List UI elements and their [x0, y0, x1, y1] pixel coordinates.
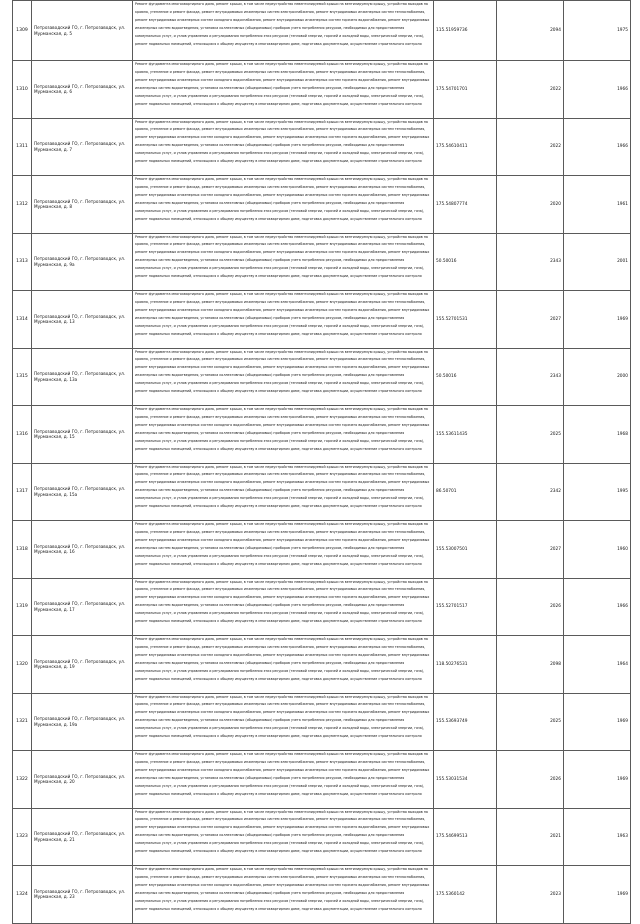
repair-works-description-cell [133, 233, 434, 291]
row-number-cell [13, 118, 32, 176]
commissioning-year-cell [564, 521, 631, 579]
repair-cost-cell [434, 1, 497, 61]
repair-cost: 175.54701701 [436, 86, 468, 92]
row-number: 1317 [16, 489, 28, 495]
repair-cost-cell [434, 693, 497, 751]
house-area-cell [497, 463, 564, 521]
repair-works-description-cell [133, 693, 434, 751]
house-area-cell [497, 808, 564, 866]
commissioning-year-cell [564, 636, 631, 694]
house-address: Петрозаводский ГО, г. Петрозаводск, ул. Мурманская, д. 23 [34, 888, 126, 900]
table-row [13, 751, 631, 809]
repair-cost-cell [434, 808, 497, 866]
house-address-cell [32, 808, 133, 866]
repair-works-description: Ремонт фундамента многоквартирного дома, ремонт крыши, в том числе переустройство невентилируемой крыши на вентилируемую крышу, устройство выходов на кровлю, утепление и ремонт фасада, ремонт внутридомовых инженерных систем электроснабжения, ремонт внутридомовых инженерных систем теплоснабжения, ремонт внутридомовых инженерных систем холодного водоснабжения, ремонт внутридомовых инженерных систем горячего водоснабжения, ремонт внутридомовых инженерных систем водоотведения, установка коллективных (общедомовых) приборов учета потребления ресурсов, необходимых для предоставления коммунальных услуг, и узлов управления и регулирования потребления этих ресурсов (тепловой энергии, горячей и холодной воды, электрической энергии, газа), ремонт подвальных помещений, относящихся к общему имуществу в многоквартирном доме, подготовка документации, осуществление строительного контроля [135, 809, 430, 854]
house-address-cell [32, 348, 133, 406]
repair-works-description-cell [133, 291, 434, 349]
house-area: 2021 [550, 834, 561, 840]
commissioning-year-cell [564, 291, 631, 349]
repair-works-description-cell [133, 61, 434, 119]
house-address-cell [32, 176, 133, 234]
row-number-cell [13, 291, 32, 349]
repair-cost: 118.50276531 [436, 661, 468, 667]
repair-works-description: Ремонт фундамента многоквартирного дома, ремонт крыши, в том числе переустройство невентилируемой крыши на вентилируемую крышу, устройство выходов на кровлю, утепление и ремонт фасада, ремонт внутридомовых инженерных систем электроснабжения, ремонт внутридомовых инженерных систем теплоснабжения, ремонт внутридомовых инженерных систем холодного водоснабжения, ремонт внутридомовых инженерных систем горячего водоснабжения, ремонт внутридомовых инженерных систем водоотведения, установка коллективных (общедомовых) приборов учета потребления ресурсов, необходимых для предоставления коммунальных услуг, и узлов управления и регулирования потребления этих ресурсов (тепловой энергии, горячей и холодной воды, электрической энергии, газа), ремонт подвальных помещений, относящихся к общему имуществу в многоквартирном доме, подготовка документации, осуществление строительного контроля [135, 637, 430, 681]
commissioning-year: 2001 [617, 259, 628, 265]
row-number: 1314 [16, 316, 28, 322]
table-row [13, 636, 631, 694]
house-address: Петрозаводский ГО, г. Петрозаводск, ул. Мурманская, д. 9а [34, 256, 126, 267]
house-area: 2023 [550, 891, 561, 897]
table-row [13, 233, 631, 291]
table-row [13, 808, 631, 866]
repair-cost: 50.50016 [436, 259, 457, 265]
commissioning-year-cell [564, 348, 631, 406]
capital-repair-table [12, 0, 631, 924]
commissioning-year: 1966 [617, 604, 628, 610]
row-number-cell [13, 866, 32, 924]
repair-cost: 155.52701531 [436, 316, 468, 322]
row-number-cell [13, 348, 32, 406]
table-row [13, 406, 631, 464]
repair-cost-cell [434, 751, 497, 809]
house-area-cell [497, 406, 564, 464]
commissioning-year: 1969 [617, 891, 628, 897]
house-area: 2098 [550, 661, 561, 667]
house-area-cell [497, 348, 564, 406]
row-number: 1324 [16, 891, 28, 897]
repair-cost: 155.52701517 [436, 604, 468, 610]
repair-cost-cell [434, 521, 497, 579]
repair-works-description-cell [133, 751, 434, 809]
repair-cost-cell [434, 176, 497, 234]
repair-works-description-cell [133, 406, 434, 464]
repair-works-description-cell [133, 808, 434, 866]
repair-works-description-cell [133, 866, 434, 924]
repair-cost: 155.53031534 [436, 776, 468, 782]
table-row [13, 521, 631, 579]
table-row [13, 693, 631, 751]
repair-works-description: Ремонт фундамента многоквартирного дома, ремонт крыши, в том числе переустройство невентилируемой крыши на вентилируемую крышу, устройство выходов на кровлю, утепление и ремонт фасада, ремонт внутридомовых инженерных систем электроснабжения, ремонт внутридомовых инженерных систем теплоснабжения, ремонт внутридомовых инженерных систем холодного водоснабжения, ремонт внутридомовых инженерных систем горячего водоснабжения, ремонт внутридомовых инженерных систем водоотведения, установка коллективных (общедомовых) приборов учета потребления ресурсов, необходимых для предоставления коммунальных услуг, и узлов управления и регулирования потребления этих ресурсов (тепловой энергии, горячей и холодной воды, электрической энергии, газа), ремонт подвальных помещений, относящихся к общему имуществу в многоквартирном доме, подготовка документации, осуществление строительного контроля [135, 522, 430, 566]
repair-cost: 175.54610411 [436, 144, 468, 150]
repair-cost-cell [434, 61, 497, 119]
house-address-cell [32, 406, 133, 464]
house-address: Петрозаводский ГО, г. Петрозаводск, ул. Мурманская, д. 6 [34, 83, 126, 95]
house-area-cell [497, 521, 564, 579]
row-number-cell [13, 636, 32, 694]
house-area: 2022 [550, 144, 561, 150]
row-number: 1320 [16, 661, 28, 667]
repair-cost-cell [434, 406, 497, 464]
row-number: 1309 [16, 28, 28, 33]
row-number-cell [13, 463, 32, 521]
house-area: 2020 [550, 201, 561, 207]
house-address: Петрозаводский ГО, г. Петрозаводск, ул. Мурманская, д. 8 [34, 198, 126, 210]
commissioning-year: 1968 [617, 431, 628, 437]
house-address: Петрозаводский ГО, г. Петрозаводск, ул. Мурманская, д. 15 [34, 428, 126, 440]
repair-works-description: Ремонт фундамента многоквартирного дома, ремонт крыши, в том числе переустройство невентилируемой крыши на вентилируемую крышу, устройство выходов на кровлю, утепление и ремонт фасада, ремонт внутридомовых инженерных систем электроснабжения, ремонт внутридомовых инженерных систем теплоснабжения, ремонт внутридомовых инженерных систем холодного водоснабжения, ремонт внутридомовых инженерных систем горячего водоснабжения, ремонт внутридомовых инженерных систем водоотведения, установка коллективных (общедомовых) приборов учета потребления ресурсов, необходимых для предоставления коммунальных услуг, и узлов управления и регулирования потребления этих ресурсов (тепловой энергии, горячей и холодной воды, электрической энергии, газа), ремонт подвальных помещений, относящихся к общему имуществу в многоквартирном доме, подготовка документации, осуществление строительного контроля [135, 867, 430, 911]
repair-works-description: Ремонт фундамента многоквартирного дома, ремонт крыши, в том числе переустройство невентилируемой крыши на вентилируемую крышу, устройство выходов на кровлю, утепление и ремонт фасада, ремонт внутридомовых инженерных систем электроснабжения, ремонт внутридомовых инженерных систем теплоснабжения, ремонт внутридомовых инженерных систем холодного водоснабжения, ремонт внутридомовых инженерных систем горячего водоснабжения, ремонт внутридомовых инженерных систем водоотведения, установка коллективных (общедомовых) приборов учета потребления ресурсов, необходимых для предоставления коммунальных услуг, и узлов управления и регулирования потребления этих ресурсов (тепловой энергии, горячей и холодной воды, электрической энергии, газа), ремонт подвальных помещений, относящихся к общему имуществу в многоквартирном доме, подготовка документации, осуществление строительного контроля [135, 579, 430, 624]
table-row [13, 463, 631, 521]
house-area-cell [497, 751, 564, 809]
commissioning-year-cell [564, 406, 631, 464]
house-area: 2027 [550, 316, 561, 322]
repair-works-description-cell [133, 636, 434, 694]
commissioning-year: 1969 [617, 316, 628, 322]
commissioning-year-cell [564, 693, 631, 751]
commissioning-year-cell [564, 176, 631, 234]
row-number-cell [13, 176, 32, 234]
house-address: Петрозаводский ГО, г. Петрозаводск, ул. Мурманская, д. 7 [34, 141, 126, 152]
row-number: 1312 [16, 201, 28, 207]
house-area: 2342 [550, 489, 561, 495]
repair-cost-cell [434, 463, 497, 521]
repair-works-description: Ремонт фундамента многоквартирного дома, ремонт крыши, в том числе переустройство невентилируемой крыши на вентилируемую крышу, устройство выходов на кровлю, утепление и ремонт фасада, ремонт внутридомовых инженерных систем электроснабжения, ремонт внутридомовых инженерных систем теплоснабжения, ремонт внутридомовых инженерных систем холодного водоснабжения, ремонт внутридомовых инженерных систем горячего водоснабжения, ремонт внутридомовых инженерных систем водоотведения, установка коллективных (общедомовых) приборов учета потребления ресурсов, необходимых для предоставления коммунальных услуг, и узлов управления и регулирования потребления этих ресурсов (тепловой энергии, горячей и холодной воды, электрической энергии, газа), ремонт подвальных помещений, относящихся к общему имуществу в многоквартирном доме, подготовка документации, осуществление строительного контроля [135, 292, 430, 336]
row-number: 1319 [16, 604, 28, 610]
row-number-cell [13, 693, 32, 751]
row-number: 1310 [16, 86, 28, 92]
repair-works-description-cell [133, 1, 434, 61]
repair-works-description: Ремонт фундамента многоквартирного дома, ремонт крыши, в том числе переустройство невентилируемой крыши на вентилируемую крышу, устройство выходов на кровлю, утепление и ремонт фасада, ремонт внутридомовых инженерных систем электроснабжения, ремонт внутридомовых инженерных систем теплоснабжения, ремонт внутридомовых инженерных систем холодного водоснабжения, ремонт внутридомовых инженерных систем горячего водоснабжения, ремонт внутридомовых инженерных систем водоотведения, установка коллективных (общедомовых) приборов учета потребления ресурсов, необходимых для предоставления коммунальных услуг, и узлов управления и регулирования потребления этих ресурсов (тепловой энергии, горячей и холодной воды, электрической энергии, газа), ремонт подвальных помещений, относящихся к общему имуществу в многоквартирном доме, подготовка документации, осуществление строительного контроля [135, 464, 430, 509]
row-number-cell [13, 61, 32, 119]
commissioning-year: 1960 [617, 546, 628, 552]
house-area-cell [497, 1, 564, 61]
repair-works-description: Ремонт фундамента многоквартирного дома, ремонт крыши, в том числе переустройство невентилируемой крыши на вентилируемую крышу, устройство выходов на кровлю, утепление и ремонт фасада, ремонт внутридомовых инженерных систем электроснабжения, ремонт внутридомовых инженерных систем теплоснабжения, ремонт внутридомовых инженерных систем холодного водоснабжения, ремонт внутридомовых инженерных систем горячего водоснабжения, ремонт внутридомовых инженерных систем водоотведения, установка коллективных (общедомовых) приборов учета потребления ресурсов, необходимых для предоставления коммунальных услуг, и узлов управления и регулирования потребления этих ресурсов (тепловой энергии, горячей и холодной воды, электрической энергии, газа), ремонт подвальных помещений, относящихся к общему имуществу в многоквартирном доме, подготовка документации, осуществление строительного контроля [135, 177, 430, 221]
row-number-cell [13, 521, 32, 579]
row-number-cell [13, 233, 32, 291]
repair-cost: 175.5360142 [436, 891, 465, 897]
commissioning-year-cell [564, 1, 631, 61]
house-area: 2343 [550, 259, 561, 265]
repair-cost-cell [434, 348, 497, 406]
house-address-cell [32, 693, 133, 751]
table-row [13, 291, 631, 349]
house-area: 2026 [550, 604, 561, 610]
repair-cost: 115.51959736 [436, 28, 468, 33]
table-row [13, 1, 631, 61]
table-row [13, 176, 631, 234]
repair-works-description: Ремонт фундамента многоквартирного дома, ремонт крыши, в том числе переустройство невентилируемой крыши на вентилируемую крышу, устройство выходов на кровлю, утепление и ремонт фасада, ремонт внутридомовых инженерных систем электроснабжения, ремонт внутридомовых инженерных систем теплоснабжения, ремонт внутридомовых инженерных систем холодного водоснабжения, ремонт внутридомовых инженерных систем горячего водоснабжения, ремонт внутридомовых инженерных систем водоотведения, установка коллективных (общедомовых) приборов учета потребления ресурсов, необходимых для предоставления коммунальных услуг, и узлов управления и регулирования потребления этих ресурсов (тепловой энергии, горячей и холодной воды, электрической энергии, газа), ремонт подвальных помещений, относящихся к общему имуществу в многоквартирном доме, подготовка документации, осуществление строительного контроля [135, 2, 430, 46]
house-area-cell [497, 693, 564, 751]
commissioning-year: 1969 [617, 719, 628, 725]
commissioning-year-cell [564, 808, 631, 866]
repair-works-description: Ремонт фундамента многоквартирного дома, ремонт крыши, в том числе переустройство невентилируемой крыши на вентилируемую крышу, устройство выходов на кровлю, утепление и ремонт фасада, ремонт внутридомовых инженерных систем электроснабжения, ремонт внутридомовых инженерных систем теплоснабжения, ремонт внутридомовых инженерных систем холодного водоснабжения, ремонт внутридомовых инженерных систем горячего водоснабжения, ремонт внутридомовых инженерных систем водоотведения, установка коллективных (общедомовых) приборов учета потребления ресурсов, необходимых для предоставления коммунальных услуг, и узлов управления и регулирования потребления этих ресурсов (тепловой энергии, горячей и холодной воды, электрической энергии, газа), ремонт подвальных помещений, относящихся к общему имуществу в многоквартирном доме, подготовка документации, осуществление строительного контроля [135, 234, 430, 279]
commissioning-year-cell [564, 233, 631, 291]
document-page [12, 0, 628, 924]
repair-works-description: Ремонт фундамента многоквартирного дома, ремонт крыши, в том числе переустройство невентилируемой крыши на вентилируемую крышу, устройство выходов на кровлю, утепление и ремонт фасада, ремонт внутридомовых инженерных систем электроснабжения, ремонт внутридомовых инженерных систем теплоснабжения, ремонт внутридомовых инженерных систем холодного водоснабжения, ремонт внутридомовых инженерных систем горячего водоснабжения, ремонт внутридомовых инженерных систем водоотведения, установка коллективных (общедомовых) приборов учета потребления ресурсов, необходимых для предоставления коммунальных услуг, и узлов управления и регулирования потребления этих ресурсов (тепловой энергии, горячей и холодной воды, электрической энергии, газа), ремонт подвальных помещений, относящихся к общему имуществу в многоквартирном доме, подготовка документации, осуществление строительного контроля [135, 407, 430, 451]
house-area: 2027 [550, 546, 561, 552]
house-address: Петрозаводский ГО, г. Петрозаводск, ул. Мурманская, д. 15а [34, 486, 126, 497]
repair-works-description-cell [133, 176, 434, 234]
commissioning-year-cell [564, 578, 631, 636]
repair-cost: 155.53611435 [436, 431, 468, 437]
repair-cost: 175.54807774 [436, 201, 468, 207]
house-address-cell [32, 866, 133, 924]
house-area-cell [497, 291, 564, 349]
table-row [13, 578, 631, 636]
repair-works-description: Ремонт фундамента многоквартирного дома, ремонт крыши, в том числе переустройство невентилируемой крыши на вентилируемую крышу, устройство выходов на кровлю, утепление и ремонт фасада, ремонт внутридомовых инженерных систем электроснабжения, ремонт внутридомовых инженерных систем теплоснабжения, ремонт внутридомовых инженерных систем холодного водоснабжения, ремонт внутридомовых инженерных систем горячего водоснабжения, ремонт внутридомовых инженерных систем водоотведения, установка коллективных (общедомовых) приборов учета потребления ресурсов, необходимых для предоставления коммунальных услуг, и узлов управления и регулирования потребления этих ресурсов (тепловой энергии, горячей и холодной воды, электрической энергии, газа), ремонт подвальных помещений, относящихся к общему имуществу в многоквартирном доме, подготовка документации, осуществление строительного контроля [135, 694, 430, 739]
table-body [13, 1, 631, 924]
commissioning-year-cell [564, 118, 631, 176]
house-address-cell [32, 291, 133, 349]
house-address-cell [32, 636, 133, 694]
repair-cost-cell [434, 578, 497, 636]
repair-works-description: Ремонт фундамента многоквартирного дома, ремонт крыши, в том числе переустройство невентилируемой крыши на вентилируемую крышу, устройство выходов на кровлю, утепление и ремонт фасада, ремонт внутридомовых инженерных систем электроснабжения, ремонт внутридомовых инженерных систем теплоснабжения, ремонт внутридомовых инженерных систем холодного водоснабжения, ремонт внутридомовых инженерных систем горячего водоснабжения, ремонт внутридомовых инженерных систем водоотведения, установка коллективных (общедомовых) приборов учета потребления ресурсов, необходимых для предоставления коммунальных услуг, и узлов управления и регулирования потребления этих ресурсов (тепловой энергии, горячей и холодной воды, электрической энергии, газа), ремонт подвальных помещений, относящихся к общему имуществу в многоквартирном доме, подготовка документации, осуществление строительного контроля [135, 62, 430, 106]
commissioning-year-cell [564, 61, 631, 119]
table-row [13, 866, 631, 924]
repair-works-description-cell [133, 118, 434, 176]
row-number-cell [13, 578, 32, 636]
commissioning-year: 1975 [617, 28, 628, 33]
repair-works-description-cell [133, 463, 434, 521]
house-area: 2094 [550, 28, 561, 33]
row-number: 1321 [16, 719, 28, 725]
repair-works-description: Ремонт фундамента многоквартирного дома, ремонт крыши, в том числе переустройство невентилируемой крыши на вентилируемую крышу, устройство выходов на кровлю, утепление и ремонт фасада, ремонт внутридомовых инженерных систем электроснабжения, ремонт внутридомовых инженерных систем теплоснабжения, ремонт внутридомовых инженерных систем холодного водоснабжения, ремонт внутридомовых инженерных систем горячего водоснабжения, ремонт внутридомовых инженерных систем водоотведения, установка коллективных (общедомовых) приборов учета потребления ресурсов, необходимых для предоставления коммунальных услуг, и узлов управления и регулирования потребления этих ресурсов (тепловой энергии, горячей и холодной воды, электрической энергии, газа), ремонт подвальных помещений, относящихся к общему имуществу в многоквартирном доме, подготовка документации, осуществление строительного контроля [135, 349, 430, 394]
row-number: 1313 [16, 259, 28, 265]
row-number: 1318 [16, 546, 28, 552]
house-address: Петрозаводский ГО, г. Петрозаводск, ул. Мурманская, д. 5 [34, 25, 126, 36]
repair-works-description: Ремонт фундамента многоквартирного дома, ремонт крыши, в том числе переустройство невентилируемой крыши на вентилируемую крышу, устройство выходов на кровлю, утепление и ремонт фасада, ремонт внутридомовых инженерных систем электроснабжения, ремонт внутридомовых инженерных систем теплоснабжения, ремонт внутридомовых инженерных систем холодного водоснабжения, ремонт внутридомовых инженерных систем горячего водоснабжения, ремонт внутридомовых инженерных систем водоотведения, установка коллективных (общедомовых) приборов учета потребления ресурсов, необходимых для предоставления коммунальных услуг, и узлов управления и регулирования потребления этих ресурсов (тепловой энергии, горячей и холодной воды, электрической энергии, газа), ремонт подвальных помещений, относящихся к общему имуществу в многоквартирном доме, подготовка документации, осуществление строительного контроля [135, 119, 430, 164]
house-area-cell [497, 61, 564, 119]
table-row [13, 118, 631, 176]
house-address: Петрозаводский ГО, г. Петрозаводск, ул. Мурманская, д. 21 [34, 831, 126, 842]
house-area-cell [497, 866, 564, 924]
row-number: 1323 [16, 834, 28, 840]
repair-cost-cell [434, 866, 497, 924]
repair-cost-cell [434, 233, 497, 291]
commissioning-year: 1966 [617, 144, 628, 150]
commissioning-year: 1963 [617, 834, 628, 840]
house-address-cell [32, 61, 133, 119]
table-row [13, 61, 631, 119]
row-number: 1311 [16, 144, 28, 150]
house-address-cell [32, 463, 133, 521]
house-area-cell [497, 233, 564, 291]
house-address-cell [32, 1, 133, 61]
repair-works-description-cell [133, 348, 434, 406]
commissioning-year: 1961 [617, 201, 628, 207]
house-area-cell [497, 176, 564, 234]
house-address: Петрозаводский ГО, г. Петрозаводск, ул. Мурманская, д. 13а [34, 371, 126, 382]
repair-cost: 155.53007501 [436, 546, 468, 552]
house-address: Петрозаводский ГО, г. Петрозаводск, ул. Мурманская, д. 19 [34, 658, 126, 670]
house-address: Петрозаводский ГО, г. Петрозаводск, ул. Мурманская, д. 19а [34, 716, 126, 727]
house-address-cell [32, 118, 133, 176]
repair-cost: 175.54699513 [436, 834, 468, 840]
row-number: 1322 [16, 776, 28, 782]
commissioning-year-cell [564, 751, 631, 809]
house-area: 2025 [550, 719, 561, 725]
commissioning-year: 1966 [617, 86, 628, 92]
house-address-cell [32, 578, 133, 636]
house-area: 2022 [550, 86, 561, 92]
row-number-cell [13, 751, 32, 809]
house-address-cell [32, 521, 133, 579]
house-area: 2343 [550, 374, 561, 380]
house-address: Петрозаводский ГО, г. Петрозаводск, ул. Мурманская, д. 17 [34, 601, 126, 612]
table-row [13, 348, 631, 406]
commissioning-year: 1964 [617, 661, 628, 667]
commissioning-year-cell [564, 866, 631, 924]
commissioning-year: 1969 [617, 776, 628, 782]
house-address: Петрозаводский ГО, г. Петрозаводск, ул. Мурманская, д. 16 [34, 543, 126, 555]
repair-cost-cell [434, 291, 497, 349]
row-number: 1315 [16, 374, 28, 380]
row-number: 1316 [16, 431, 28, 437]
repair-cost-cell [434, 636, 497, 694]
house-area: 2025 [550, 431, 561, 437]
repair-cost: 155.53693749 [436, 719, 468, 725]
commissioning-year: 1995 [617, 489, 628, 495]
house-area-cell [497, 118, 564, 176]
repair-works-description: Ремонт фундамента многоквартирного дома, ремонт крыши, в том числе переустройство невентилируемой крыши на вентилируемую крышу, устройство выходов на кровлю, утепление и ремонт фасада, ремонт внутридомовых инженерных систем электроснабжения, ремонт внутридомовых инженерных систем теплоснабжения, ремонт внутридомовых инженерных систем холодного водоснабжения, ремонт внутридомовых инженерных систем горячего водоснабжения, ремонт внутридомовых инженерных систем водоотведения, установка коллективных (общедомовых) приборов учета потребления ресурсов, необходимых для предоставления коммунальных услуг, и узлов управления и регулирования потребления этих ресурсов (тепловой энергии, горячей и холодной воды, электрической энергии, газа), ремонт подвальных помещений, относящихся к общему имуществу в многоквартирном доме, подготовка документации, осуществление строительного контроля [135, 752, 430, 796]
house-address-cell [32, 751, 133, 809]
row-number-cell [13, 1, 32, 61]
commissioning-year: 2000 [617, 374, 628, 380]
repair-cost-cell [434, 118, 497, 176]
repair-cost: 50.50016 [436, 374, 457, 380]
house-address: Петрозаводский ГО, г. Петрозаводск, ул. Мурманская, д. 20 [34, 773, 126, 785]
commissioning-year-cell [564, 463, 631, 521]
row-number-cell [13, 808, 32, 866]
house-address: Петрозаводский ГО, г. Петрозаводск, ул. Мурманская, д. 13 [34, 313, 126, 325]
repair-works-description-cell [133, 578, 434, 636]
house-area-cell [497, 636, 564, 694]
repair-cost: 86.50701 [436, 489, 457, 495]
house-area: 2026 [550, 776, 561, 782]
row-number-cell [13, 406, 32, 464]
repair-works-description-cell [133, 521, 434, 579]
house-address-cell [32, 233, 133, 291]
house-area-cell [497, 578, 564, 636]
